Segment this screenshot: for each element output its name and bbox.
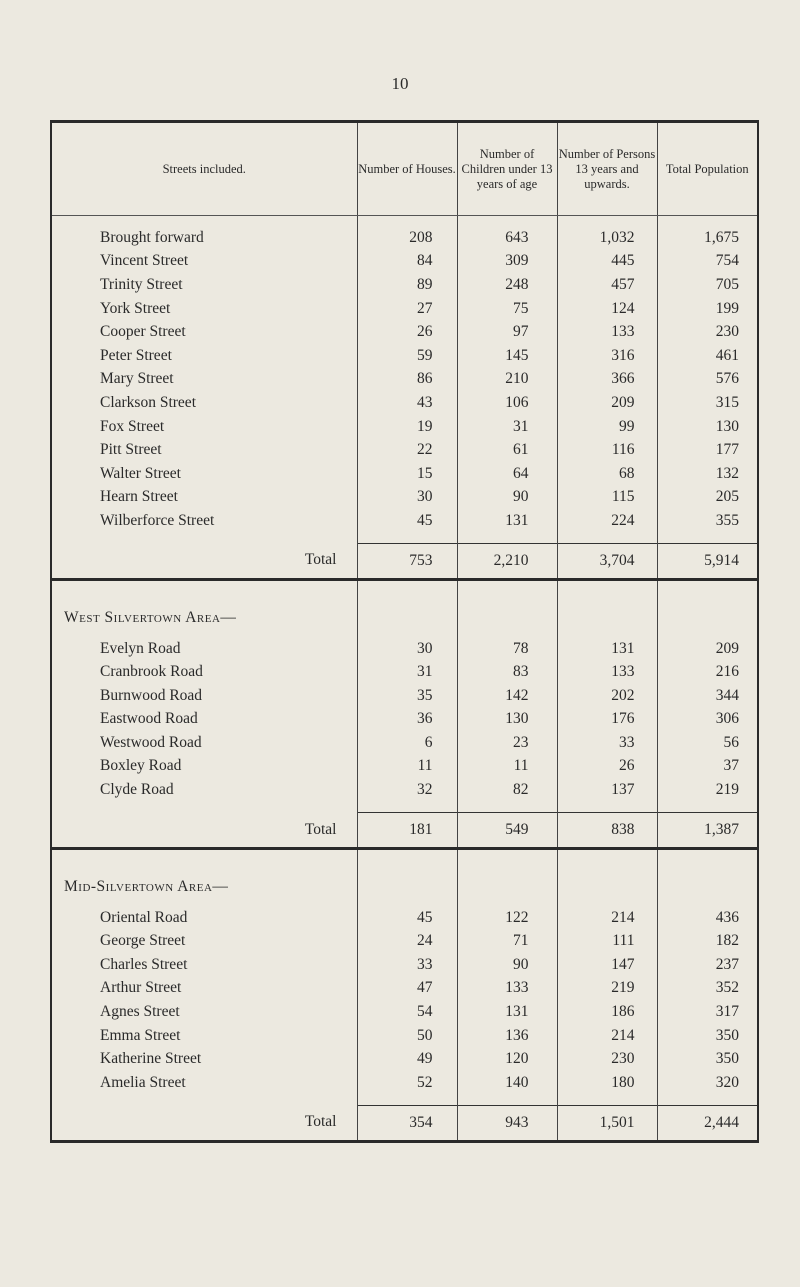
table-row [52, 320, 757, 344]
cell-children: 71 [457, 929, 557, 953]
cell-children: 11 [457, 755, 557, 779]
cell-houses: 47 [357, 977, 457, 1001]
cell-persons: 176 [557, 708, 657, 732]
cell-children: 130 [457, 708, 557, 732]
street-name: Westwood Road [100, 733, 202, 751]
cell-persons: 68 [557, 462, 657, 486]
cell-persons: 209 [557, 391, 657, 415]
empty-cell [457, 579, 557, 627]
table-row [52, 415, 757, 439]
cell-houses: 54 [357, 1000, 457, 1024]
total-children: 2,210 [457, 543, 557, 578]
street-name: Mary Street [100, 370, 174, 388]
street-name: Katherine Street [100, 1050, 202, 1068]
street-name: Vincent Street [100, 252, 189, 270]
section-heading-row [52, 848, 757, 896]
spacer-row [52, 216, 757, 227]
cell-children: 136 [457, 1024, 557, 1048]
cell-houses: 45 [357, 509, 457, 533]
table-row [52, 1000, 757, 1024]
page-number: 10 [391, 74, 409, 93]
cell-children: 61 [457, 438, 557, 462]
cell-population: 56 [657, 731, 757, 755]
cell-population: 754 [657, 250, 757, 274]
cell-persons: 137 [557, 778, 657, 802]
cell-population: 237 [657, 953, 757, 977]
cell-persons: 214 [557, 906, 657, 930]
table-row [52, 509, 757, 533]
table-row [52, 462, 757, 486]
cell-houses: 86 [357, 368, 457, 392]
street-name: Pitt Street [100, 441, 162, 459]
total-label: Total [304, 820, 337, 838]
cell-children: 75 [457, 297, 557, 321]
cell-population: 219 [657, 778, 757, 802]
cell-population: 350 [657, 1047, 757, 1071]
cell-houses: 43 [357, 391, 457, 415]
spacer-cell [52, 216, 357, 227]
table-row [52, 977, 757, 1001]
cell-houses: 26 [357, 320, 457, 344]
cell-houses: 45 [357, 906, 457, 930]
spacer-cell [457, 1095, 557, 1106]
cell-population: 182 [657, 929, 757, 953]
header-population: Total Population [657, 123, 757, 216]
section-title: West Silvertown Area— [64, 608, 237, 626]
empty-cell [557, 848, 657, 896]
cell-children: 90 [457, 953, 557, 977]
cell-houses: 6 [357, 731, 457, 755]
empty-cell [657, 579, 757, 627]
cell-persons: 214 [557, 1024, 657, 1048]
table-row [52, 953, 757, 977]
table-row [52, 660, 757, 684]
total-population: 2,444 [657, 1105, 757, 1140]
spacer-cell [357, 1095, 457, 1106]
cell-children: 31 [457, 415, 557, 439]
total-houses: 354 [357, 1105, 457, 1140]
cell-houses: 59 [357, 344, 457, 368]
spacer-cell [557, 627, 657, 637]
cell-houses: 24 [357, 929, 457, 953]
spacer-row [52, 896, 757, 906]
cell-persons: 124 [557, 297, 657, 321]
cell-children: 97 [457, 320, 557, 344]
cell-children: 643 [457, 226, 557, 250]
table-row [52, 1047, 757, 1071]
total-population: 1,387 [657, 812, 757, 847]
table-row [52, 1024, 757, 1048]
spacer-cell [357, 216, 457, 227]
spacer-cell [52, 896, 357, 906]
spacer-cell [357, 533, 457, 544]
spacer-cell [657, 1095, 757, 1106]
total-label: Total [304, 551, 337, 569]
cell-houses: 27 [357, 297, 457, 321]
cell-houses: 19 [357, 415, 457, 439]
empty-cell [357, 848, 457, 896]
spacer-cell [457, 533, 557, 544]
table-row [52, 755, 757, 779]
empty-cell [357, 579, 457, 627]
cell-population: 350 [657, 1024, 757, 1048]
cell-persons: 202 [557, 684, 657, 708]
street-name: Peter Street [100, 346, 172, 364]
cell-persons: 230 [557, 1047, 657, 1071]
cell-houses: 49 [357, 1047, 457, 1071]
cell-children: 120 [457, 1047, 557, 1071]
total-children: 549 [457, 812, 557, 847]
street-name: Oriental Road [100, 908, 188, 926]
table-row [52, 906, 757, 930]
cell-houses: 84 [357, 250, 457, 274]
street-name: Boxley Road [100, 757, 182, 775]
cell-children: 142 [457, 684, 557, 708]
section-heading-row [52, 579, 757, 627]
cell-population: 436 [657, 906, 757, 930]
cell-children: 122 [457, 906, 557, 930]
header-children: Number of Children under 13 years of age [457, 123, 557, 216]
table-row [52, 273, 757, 297]
cell-population: 352 [657, 977, 757, 1001]
empty-cell [657, 848, 757, 896]
cell-children: 106 [457, 391, 557, 415]
cell-houses: 30 [357, 486, 457, 510]
spacer-cell [557, 896, 657, 906]
table-row [52, 297, 757, 321]
table-row [52, 438, 757, 462]
table-row [52, 637, 757, 661]
table-row [52, 708, 757, 732]
cell-houses: 30 [357, 637, 457, 661]
spacer-cell [52, 1095, 357, 1106]
cell-houses: 32 [357, 778, 457, 802]
cell-population: 306 [657, 708, 757, 732]
total-houses: 181 [357, 812, 457, 847]
cell-persons: 219 [557, 977, 657, 1001]
cell-population: 177 [657, 438, 757, 462]
total-children: 943 [457, 1105, 557, 1140]
street-name: Amelia Street [100, 1073, 186, 1091]
header-persons: Number of Persons 13 years and upwards. [557, 123, 657, 216]
street-name: Cranbrook Road [100, 663, 203, 681]
street-name: Trinity Street [100, 275, 183, 293]
spacer-cell [557, 1095, 657, 1106]
cell-persons: 133 [557, 320, 657, 344]
table-row [52, 929, 757, 953]
cell-children: 82 [457, 778, 557, 802]
cell-population: 317 [657, 1000, 757, 1024]
cell-population: 344 [657, 684, 757, 708]
total-persons: 838 [557, 812, 657, 847]
cell-houses: 52 [357, 1071, 457, 1095]
street-name: Clyde Road [100, 781, 174, 799]
total-population: 5,914 [657, 543, 757, 578]
spacer-cell [357, 627, 457, 637]
street-name: Burnwood Road [100, 686, 203, 704]
total-persons: 1,501 [557, 1105, 657, 1140]
cell-persons: 147 [557, 953, 657, 977]
cell-children: 248 [457, 273, 557, 297]
cell-children: 23 [457, 731, 557, 755]
cell-population: 230 [657, 320, 757, 344]
cell-persons: 186 [557, 1000, 657, 1024]
cell-population: 461 [657, 344, 757, 368]
spacer-cell [52, 533, 357, 544]
table-row [52, 778, 757, 802]
spacer-cell [657, 627, 757, 637]
spacer-row [52, 1095, 757, 1106]
cell-children: 140 [457, 1071, 557, 1095]
cell-persons: 131 [557, 637, 657, 661]
street-name: York Street [100, 299, 171, 317]
cell-population: 705 [657, 273, 757, 297]
cell-children: 131 [457, 509, 557, 533]
cell-children: 133 [457, 977, 557, 1001]
cell-population: 37 [657, 755, 757, 779]
cell-houses: 15 [357, 462, 457, 486]
cell-population: 320 [657, 1071, 757, 1095]
empty-cell [457, 848, 557, 896]
spacer-cell [557, 802, 657, 813]
cell-children: 145 [457, 344, 557, 368]
cell-persons: 111 [557, 929, 657, 953]
street-name: Fox Street [100, 417, 165, 435]
cell-population: 199 [657, 297, 757, 321]
cell-persons: 99 [557, 415, 657, 439]
street-name: Brought forward [100, 228, 204, 246]
cell-houses: 89 [357, 273, 457, 297]
street-name: Cooper Street [100, 323, 186, 341]
cell-population: 132 [657, 462, 757, 486]
cell-houses: 208 [357, 226, 457, 250]
cell-persons: 224 [557, 509, 657, 533]
table-row [52, 344, 757, 368]
spacer-cell [457, 627, 557, 637]
cell-houses: 31 [357, 660, 457, 684]
cell-persons: 115 [557, 486, 657, 510]
total-label: Total [304, 1113, 337, 1131]
spacer-cell [557, 533, 657, 544]
cell-houses: 35 [357, 684, 457, 708]
header-houses: Number of Houses. [357, 123, 457, 216]
street-name: Charles Street [100, 955, 188, 973]
table-row [52, 226, 757, 250]
cell-houses: 36 [357, 708, 457, 732]
cell-children: 90 [457, 486, 557, 510]
street-name: Hearn Street [100, 488, 178, 506]
spacer-cell [357, 896, 457, 906]
spacer-row [52, 627, 757, 637]
spacer-cell [657, 802, 757, 813]
empty-cell [557, 579, 657, 627]
spacer-row [52, 533, 757, 544]
table-row [52, 486, 757, 510]
table-header [52, 123, 757, 216]
spacer-cell [657, 533, 757, 544]
cell-houses: 22 [357, 438, 457, 462]
spacer-cell [357, 802, 457, 813]
street-name: Agnes Street [100, 1003, 180, 1021]
cell-persons: 33 [557, 731, 657, 755]
table-row [52, 250, 757, 274]
street-name: Emma Street [100, 1026, 181, 1044]
spacer-cell [457, 896, 557, 906]
spacer-cell [557, 216, 657, 227]
table-row [52, 368, 757, 392]
population-table [50, 120, 759, 1143]
spacer-cell [457, 802, 557, 813]
spacer-cell [457, 216, 557, 227]
table [52, 123, 757, 1140]
cell-houses: 50 [357, 1024, 457, 1048]
spacer-row [52, 802, 757, 813]
street-name: Clarkson Street [100, 393, 196, 411]
cell-persons: 116 [557, 438, 657, 462]
street-name: Walter Street [100, 464, 181, 482]
total-houses: 753 [357, 543, 457, 578]
cell-houses: 33 [357, 953, 457, 977]
total-persons: 3,704 [557, 543, 657, 578]
total-row [52, 812, 757, 847]
cell-children: 131 [457, 1000, 557, 1024]
cell-persons: 133 [557, 660, 657, 684]
header-streets: Streets included. [52, 123, 357, 216]
spacer-cell [52, 627, 357, 637]
total-row [52, 1105, 757, 1140]
cell-population: 205 [657, 486, 757, 510]
street-name: Eastwood Road [100, 710, 198, 728]
cell-population: 315 [657, 391, 757, 415]
table-row [52, 1071, 757, 1095]
street-name: Wilberforce Street [100, 511, 215, 529]
cell-persons: 1,032 [557, 226, 657, 250]
section-title: Mid-Silvertown Area— [64, 877, 229, 895]
cell-children: 64 [457, 462, 557, 486]
table-body [52, 216, 757, 1140]
cell-persons: 26 [557, 755, 657, 779]
cell-persons: 457 [557, 273, 657, 297]
spacer-cell [52, 802, 357, 813]
cell-population: 576 [657, 368, 757, 392]
table-row [52, 391, 757, 415]
cell-population: 216 [657, 660, 757, 684]
cell-persons: 366 [557, 368, 657, 392]
cell-population: 355 [657, 509, 757, 533]
street-name: George Street [100, 932, 186, 950]
spacer-cell [657, 896, 757, 906]
table-row [52, 731, 757, 755]
street-name: Arthur Street [100, 979, 182, 997]
cell-population: 209 [657, 637, 757, 661]
cell-population: 130 [657, 415, 757, 439]
table-row [52, 684, 757, 708]
cell-children: 83 [457, 660, 557, 684]
total-row [52, 543, 757, 578]
spacer-cell [657, 216, 757, 227]
cell-houses: 11 [357, 755, 457, 779]
cell-children: 309 [457, 250, 557, 274]
cell-persons: 316 [557, 344, 657, 368]
cell-children: 78 [457, 637, 557, 661]
cell-persons: 445 [557, 250, 657, 274]
street-name: Evelyn Road [100, 639, 181, 657]
cell-population: 1,675 [657, 226, 757, 250]
cell-children: 210 [457, 368, 557, 392]
cell-persons: 180 [557, 1071, 657, 1095]
